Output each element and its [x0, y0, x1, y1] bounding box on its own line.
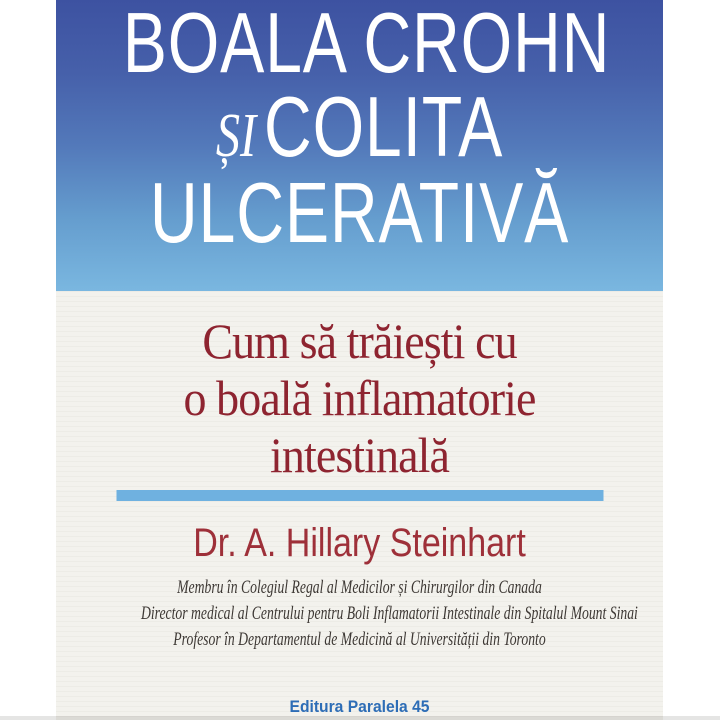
cover-bottom-edge [0, 716, 720, 720]
cover-header-gradient [56, 0, 663, 291]
credential-line-3: Profesor în Departamentul de Medicină al Universității din Toronto [173, 629, 546, 650]
credential-line-1: Membru în Colegiul Regal al Medicilor și Chirurgilor din Canada [177, 577, 542, 598]
subtitle-line-1: Cum să trăiești cu [202, 313, 517, 369]
title-line-3: ULCERATIVĂ [149, 166, 570, 261]
publisher-name: Editura Paralela 45 [289, 697, 430, 716]
subtitle-line-3: intestinală [270, 427, 449, 483]
title-line-2-main: COLITA [263, 80, 504, 175]
author-credentials [56, 575, 663, 653]
title-line-1: BOALA CROHN [122, 0, 611, 91]
subtitle-line-2: o boală inflamatorie [183, 370, 536, 426]
divider-bar [116, 490, 603, 501]
book-cover [56, 0, 663, 720]
author-name: Dr. A. Hillary Steinhart [193, 521, 526, 565]
subtitle [56, 313, 663, 484]
credential-line-2: Director medical al Centrului pentru Boli Inflamatorii Intestinale din Spitalul Mount Sinai [140, 603, 638, 624]
title-conjunction: ȘI [215, 102, 257, 170]
